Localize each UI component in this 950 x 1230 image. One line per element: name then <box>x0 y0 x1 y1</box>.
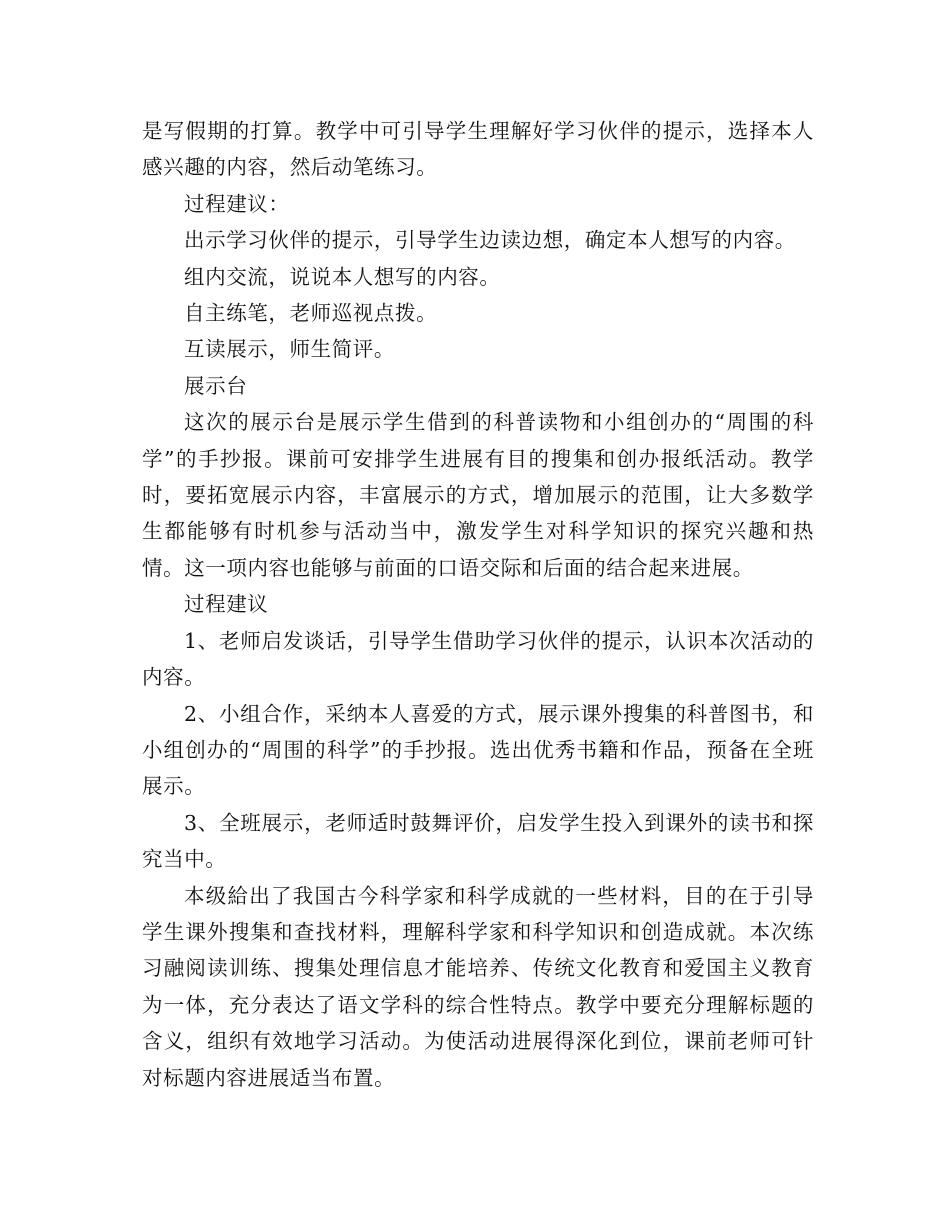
paragraph-numbered-step-2: 2、小组合作，采纳本人喜爱的方式，展示课外搜集的科普图书，和小组创办的“周围的科学”的手抄报。选出优秀书籍和作品，预备在全班展示。 <box>142 701 814 799</box>
paragraph-step-show-hints: 出示学习伙伴的提示，引导学生边读边想，确定本人想写的内容。 <box>184 228 796 253</box>
paragraph-process-suggestion-heading: 过程建议： <box>184 191 290 216</box>
document-body <box>142 113 814 1096</box>
paragraph-step-independent-writing: 自主练笔，老师巡视点拨。 <box>184 301 438 326</box>
paragraph-display-stage-description: 这次的展示台是展示学生借到的科普读物和小组创办的“周围的科学”的手抄报。课前可安排学生进展有目的搜集和创办报纸活动。教学时，要拓宽展示内容，丰富展示的方式，增加展示的范围，让大多数学生都能够有时机参与活动当中，激发学生对科学知识的探究兴趣和热情。这一项内容也能够与前面的口语交际和后面的结合起来进展。 <box>142 410 814 580</box>
paragraph-numbered-step-1: 1、老师启发谈话，引导学生借助学习伙伴的提示，认识本次活动的内容。 <box>142 628 814 690</box>
paragraph-step-group-discussion: 组内交流，说说本人想写的内容。 <box>184 264 501 289</box>
paragraph-step-mutual-reading: 互读展示，师生简评。 <box>184 337 395 362</box>
paragraph-science-materials: 本级給出了我国古今科学家和科学成就的一些材料，目的在于引导学生课外搜集和查找材料，理解科学家和科学知识和创造成就。本次练习融阅读训练、搜集处理信息才能培养、传统文化教育和爱国主义教育为一体，充分表达了语文学科的综合性特点。教学中要充分理解标题的含义，组织有效地学习活动。为使活动进展得深化到位，课前老师可针对标题内容进展适当布置。 <box>142 883 814 1090</box>
paragraph-display-stage-heading: 展示台 <box>184 373 248 398</box>
paragraph-process-suggestion-heading-2: 过程建议 <box>184 592 269 617</box>
paragraph-continuation: 是写假期的打算。教学中可引导学生理解好学习伙伴的提示，选择本人感兴趣的内容，然后动笔练习。 <box>142 119 814 180</box>
paragraph-numbered-step-3: 3、全班展示，老师适时鼓舞评价，启发学生投入到课外的读书和探究当中。 <box>142 810 814 872</box>
